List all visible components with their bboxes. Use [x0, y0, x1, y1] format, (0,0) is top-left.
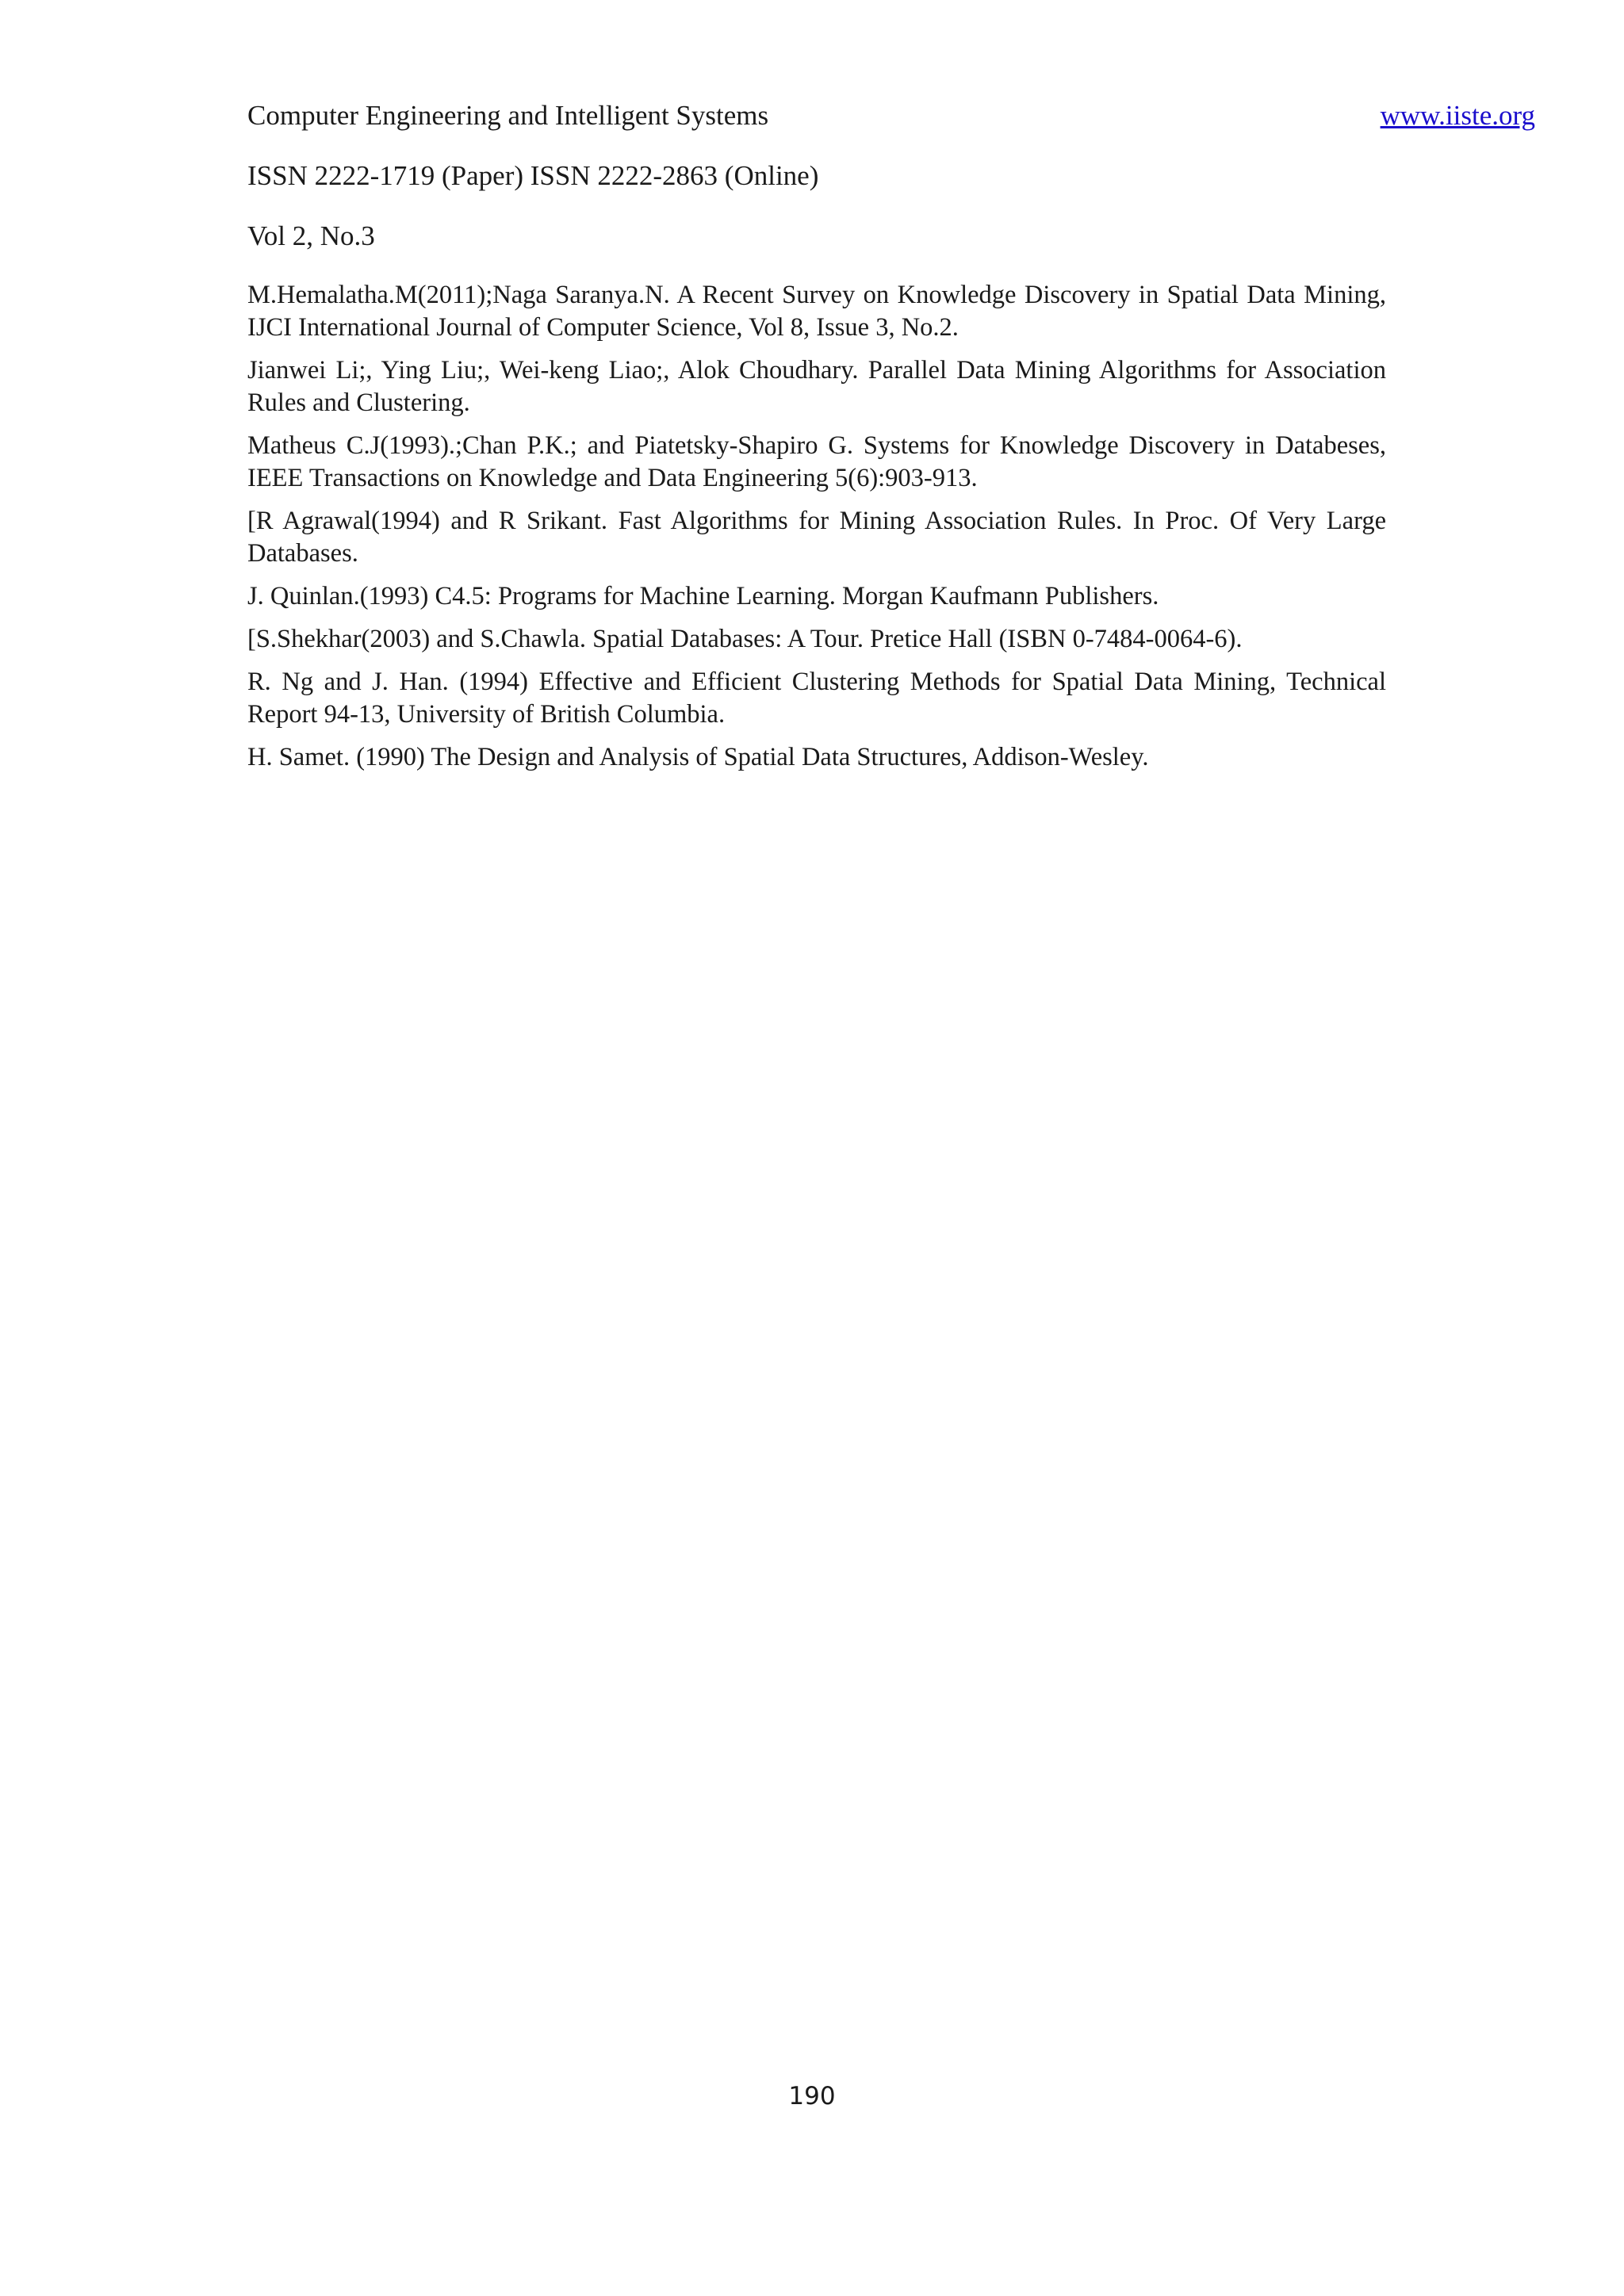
reference-item: [R Agrawal(1994) and R Srikant. Fast Algorithms for Mining Association Rules. In Proc. Of Very Large Databases. — [247, 507, 1386, 568]
reference-item: Jianwei Li;, Ying Liu;, Wei-keng Liao;, Alok Choudhary. Parallel Data Mining Algorithms for Association Rules and Clustering. — [247, 356, 1386, 417]
issn-line: ISSN 2222-1719 (Paper) ISSN 2222-2863 (Online) — [247, 160, 819, 191]
reference-item: J. Quinlan.(1993) C4.5: Programs for Machine Learning. Morgan Kaufmann Publishers. — [247, 582, 1159, 610]
reference-item: M.Hemalatha.M(2011);Naga Saranya.N. A Recent Survey on Knowledge Discovery in Spatial Data Mining, IJCI International Journal of Computer Science, Vol 8, Issue 3, No.2. — [247, 281, 1386, 342]
journal-title: Computer Engineering and Intelligent Systems — [247, 100, 769, 131]
reference-item: R. Ng and J. Han. (1994) Effective and Efficient Clustering Methods for Spatial Data Mining, Technical Report 94-13, University of British Columbia. — [247, 668, 1386, 729]
reference-item: [S.Shekhar(2003) and S.Chawla. Spatial Databases: A Tour. Pretice Hall (ISBN 0-7484-0064-6). — [247, 625, 1243, 653]
page-number: 190 — [788, 2082, 836, 2110]
reference-item: Matheus C.J(1993).;Chan P.K.; and Piatetsky-Shapiro G. Systems for Knowledge Discovery in Databeses, IEEE Transactions on Knowledge and Data Engineering 5(6):903-913. — [247, 431, 1386, 492]
volume-line: Vol 2, No.3 — [247, 220, 375, 251]
reference-list — [247, 279, 1386, 784]
website-link[interactable]: www.iiste.org — [1380, 100, 1535, 131]
reference-item: H. Samet. (1990) The Design and Analysis of Spatial Data Structures, Addison-Wesley. — [247, 743, 1149, 771]
